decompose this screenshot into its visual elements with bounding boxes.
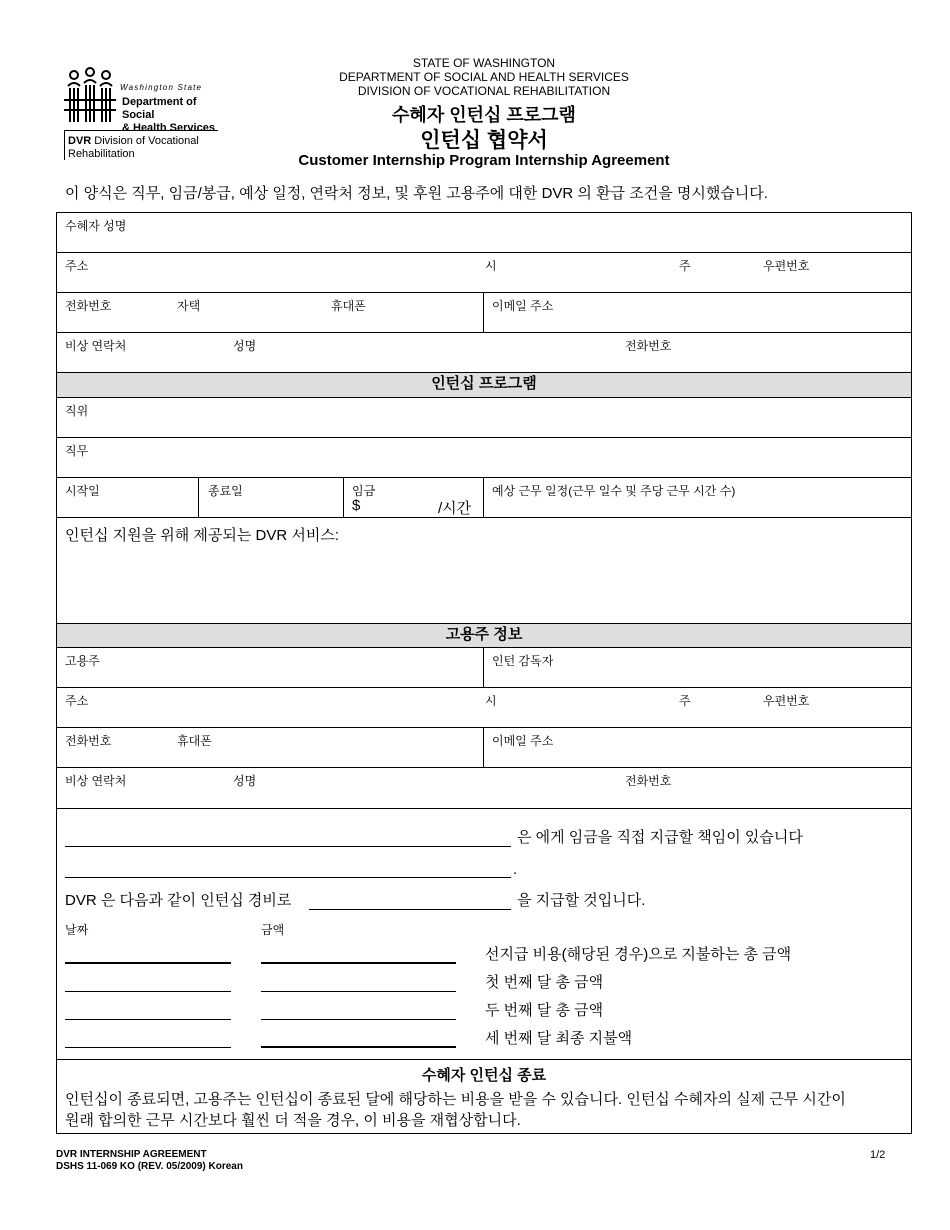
program-duties-label: 직무 <box>65 444 89 458</box>
agreement-form <box>56 212 912 1134</box>
customer-phone-label: 전화번호 <box>65 299 112 313</box>
employer-zip-label: 우편번호 <box>763 694 810 708</box>
payment-date-line-1[interactable] <box>65 941 231 964</box>
logo-divider-vertical <box>64 130 65 160</box>
amount-column-label: 금액 <box>261 923 285 937</box>
payment-amount-line-2[interactable] <box>261 971 456 992</box>
schedule-cell[interactable] <box>483 478 911 517</box>
customer-emergency-label: 비상 연락처 <box>65 339 127 353</box>
customer-home-label: 자택 <box>177 299 201 313</box>
employer-email-label: 이메일 주소 <box>492 734 554 748</box>
employer-state-label: 주 <box>679 694 691 708</box>
title-korean-agreement: 인턴십 협약서 <box>420 129 548 152</box>
header-state: STATE OF WASHINGTON <box>412 56 556 70</box>
employer-emergency-label: 비상 연락처 <box>65 774 127 788</box>
logo-dvr-line1: Division of Vocational <box>94 135 199 147</box>
logo-divider <box>64 130 218 131</box>
wage-label: 임금 <box>352 484 376 498</box>
header-department: DEPARTMENT OF SOCIAL AND HEALTH SERVICES <box>339 70 629 84</box>
end-date-label: 종료일 <box>208 484 243 498</box>
header-division: DIVISION OF VOCATIONAL REHABILITATION <box>357 84 611 98</box>
termination-text-line2: 원래 합의한 근무 시간보다 훨씬 더 적을 경우, 이 비용을 재협상합니다. <box>65 1112 521 1129</box>
payment-item-4: 세 번째 달 최종 지불액 <box>485 1030 633 1047</box>
end-date-cell[interactable] <box>198 478 343 517</box>
payer-period: . <box>513 861 518 878</box>
employer-phone-label: 전화번호 <box>65 734 112 748</box>
customer-phone-cell[interactable] <box>57 293 483 332</box>
people-logo-icon <box>62 66 118 126</box>
dvr-services-row[interactable] <box>57 518 911 624</box>
dvr-services-label: 인턴십 지원을 위해 제공되는 DVR 서비스: <box>65 527 340 544</box>
customer-address-row[interactable] <box>57 253 911 293</box>
customer-city-label: 시 <box>485 259 497 273</box>
payment-amount-line-1[interactable] <box>261 941 456 964</box>
payment-date-line-2[interactable] <box>65 971 231 992</box>
payment-section <box>57 809 911 1060</box>
customer-phone-row <box>57 293 911 333</box>
page-number: 1/2 <box>870 1149 886 1161</box>
customer-zip-label: 우편번호 <box>763 259 810 273</box>
payment-amount-line-4[interactable] <box>261 1027 456 1048</box>
customer-email-label: 이메일 주소 <box>492 299 554 313</box>
customer-state-label: 주 <box>679 259 691 273</box>
employer-cell[interactable] <box>57 648 483 687</box>
payment-date-line-3[interactable] <box>65 999 231 1020</box>
employer-email-cell[interactable] <box>483 728 911 767</box>
program-schedule-row <box>57 478 911 518</box>
payment-item-1: 선지급 비용(해당된 경우)으로 지불하는 총 금액 <box>485 946 792 963</box>
wage-cell[interactable] <box>343 478 483 517</box>
employer-label: 고용주 <box>65 654 100 668</box>
supervisor-label: 인턴 감독자 <box>492 654 554 668</box>
payer-name-line[interactable] <box>65 824 511 847</box>
termination-text-line1: 인턴십이 종료되면, 고용주는 인턴십이 종료된 달에 해당하는 비용을 받을 수 있습니다. 인턴십 수혜자의 실제 근무 시간이 <box>65 1091 846 1108</box>
program-title-row[interactable] <box>57 398 911 438</box>
dshs-logo <box>62 66 222 162</box>
customer-name-row[interactable] <box>57 213 911 253</box>
start-date-label: 시작일 <box>65 484 100 498</box>
termination-section <box>57 1060 911 1133</box>
employer-row <box>57 648 911 688</box>
customer-address-label: 주소 <box>65 259 89 273</box>
title-english: Customer Internship Program Internship Agreement <box>298 152 670 169</box>
logo-dept-line1: Department of Social <box>122 96 197 121</box>
title-korean-program: 수혜자 인턴십 프로그램 <box>392 105 576 125</box>
payment-item-2: 첫 번째 달 총 금액 <box>485 974 604 991</box>
customer-emergency-phone-label: 전화번호 <box>625 339 672 353</box>
logo-dvr-abbr: DVR <box>68 135 92 147</box>
footer-form-number: DSHS 11-069 KO (REV. 05/2009) Korean <box>56 1161 243 1172</box>
customer-name-label: 수혜자 성명 <box>65 219 127 233</box>
dvr-payment-prefix: DVR 은 다음과 같이 인턴십 경비로 <box>65 892 292 909</box>
logo-state: Washington State <box>120 83 203 92</box>
payment-item-3: 두 번째 달 총 금액 <box>485 1002 604 1019</box>
agency-header <box>280 56 688 98</box>
employer-address-label: 주소 <box>65 694 89 708</box>
footer-form-name: DVR INTERNSHIP AGREEMENT <box>56 1149 207 1160</box>
footer-form-info <box>56 1149 243 1173</box>
employer-city-label: 시 <box>485 694 497 708</box>
start-date-cell[interactable] <box>57 478 198 517</box>
employer-address-row[interactable] <box>57 688 911 728</box>
employer-emergency-name-label: 성명 <box>233 774 257 788</box>
intro-text: 이 양식은 직무, 임금/봉급, 예상 일정, 연락처 정보, 및 후원 고용주에 대한 DVR 의 환급 조건을 명시했습니다. <box>65 185 768 202</box>
logo-dept-line2: & Health Services <box>122 122 215 134</box>
customer-emergency-row[interactable] <box>57 333 911 373</box>
dvr-payment-amount-line[interactable] <box>309 887 511 910</box>
payment-date-line-4[interactable] <box>65 1027 231 1048</box>
logo-dvr <box>68 135 218 161</box>
payment-amount-line-3[interactable] <box>261 999 456 1020</box>
employer-emergency-phone-label: 전화번호 <box>625 774 672 788</box>
customer-emergency-name-label: 성명 <box>233 339 257 353</box>
schedule-label: 예상 근무 일정(근무 일수 및 주당 근무 시간 수) <box>492 484 736 498</box>
date-column-label: 날짜 <box>65 923 89 937</box>
employer-phone-row <box>57 728 911 768</box>
employer-cell-label: 휴대폰 <box>177 734 212 748</box>
employer-emergency-row[interactable] <box>57 768 911 809</box>
payer-responsibility-text: 은 에게 임금을 직접 지급할 책임이 있습니다 <box>517 829 803 846</box>
termination-heading: 수혜자 인턴십 종료 <box>421 1067 547 1084</box>
program-section-heading: 인턴십 프로그램 <box>57 373 911 398</box>
program-duties-row[interactable] <box>57 438 911 478</box>
payer-name-line-2[interactable] <box>65 855 511 878</box>
employer-phone-cell[interactable] <box>57 728 483 767</box>
customer-cell-label: 휴대폰 <box>331 299 366 313</box>
supervisor-cell[interactable] <box>483 648 911 687</box>
logo-dvr-line2: Rehabilitation <box>68 148 135 160</box>
wage-dollar: $ <box>352 497 361 514</box>
program-title-label: 직위 <box>65 404 89 418</box>
termination-text <box>65 1089 846 1131</box>
customer-email-cell[interactable] <box>483 293 911 332</box>
dvr-payment-suffix: 을 지급할 것입니다. <box>517 892 646 909</box>
wage-unit: /시간 <box>438 500 472 517</box>
employer-section-heading: 고용주 정보 <box>57 624 911 648</box>
